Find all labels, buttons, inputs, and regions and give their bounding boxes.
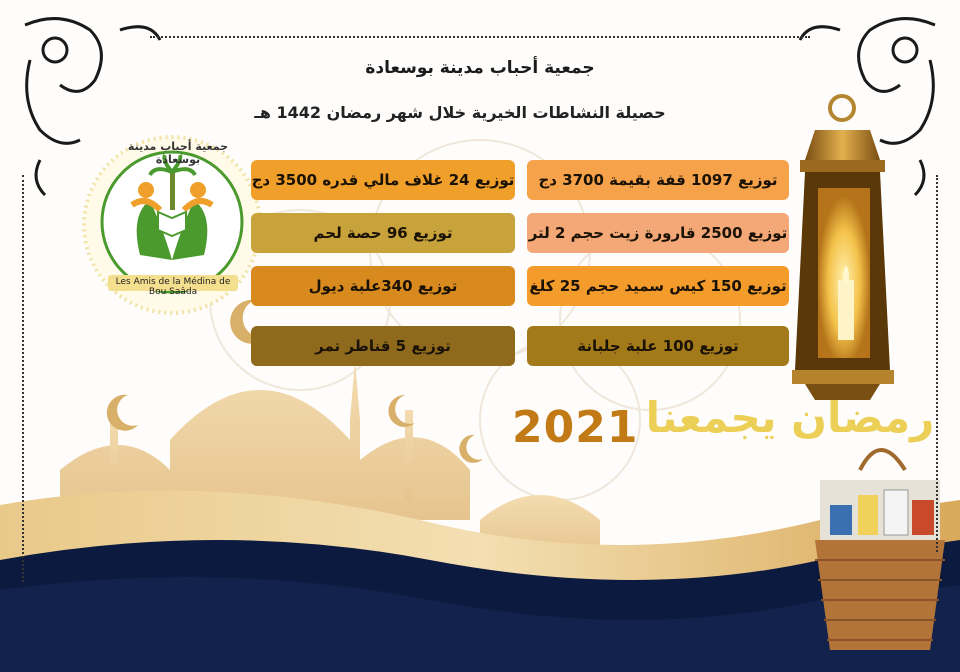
activity-box-right-2: توزيع 2500 قارورة زيت حجم 2 لتر [527, 213, 789, 253]
activity-box-left-3: توزيع 340علبة ديول [251, 266, 515, 306]
activity-box-left-4: توزيع 5 قناطر تمر [251, 326, 515, 366]
basket-illustration [815, 450, 945, 650]
frame-top [150, 36, 810, 38]
frame-right [936, 175, 938, 552]
year-label: 2021 [512, 402, 639, 453]
logo-arabic-text: جمعية أحباب مدينة بوسعادة [127, 140, 229, 166]
activity-box-right-4: توزيع 100 علبة جلبانة [527, 326, 789, 366]
activity-box-left-2: توزيع 96 حصة لحم [251, 213, 515, 253]
logo-french-text: Les Amis de la Médina de Bou Saâda [115, 277, 231, 297]
ramadan-slogan: رمضان يجمعنا [645, 393, 935, 442]
lantern-illustration [792, 96, 894, 400]
association-title: جمعية أحباب مدينة بوسعادة [365, 58, 595, 78]
report-subtitle: حصيلة النشاطات الخيرية خلال شهر رمضان 1442 هـ [254, 103, 666, 122]
activity-box-right-3: توزيع 150 كيس سميد حجم 25 كلغ [527, 266, 789, 306]
activity-box-left-1: توزيع 24 غلاف مالي قدره 3500 دج [251, 160, 515, 200]
activity-box-right-1: توزيع 1097 قفة بقيمة 3700 دج [527, 160, 789, 200]
frame-left [22, 175, 24, 582]
